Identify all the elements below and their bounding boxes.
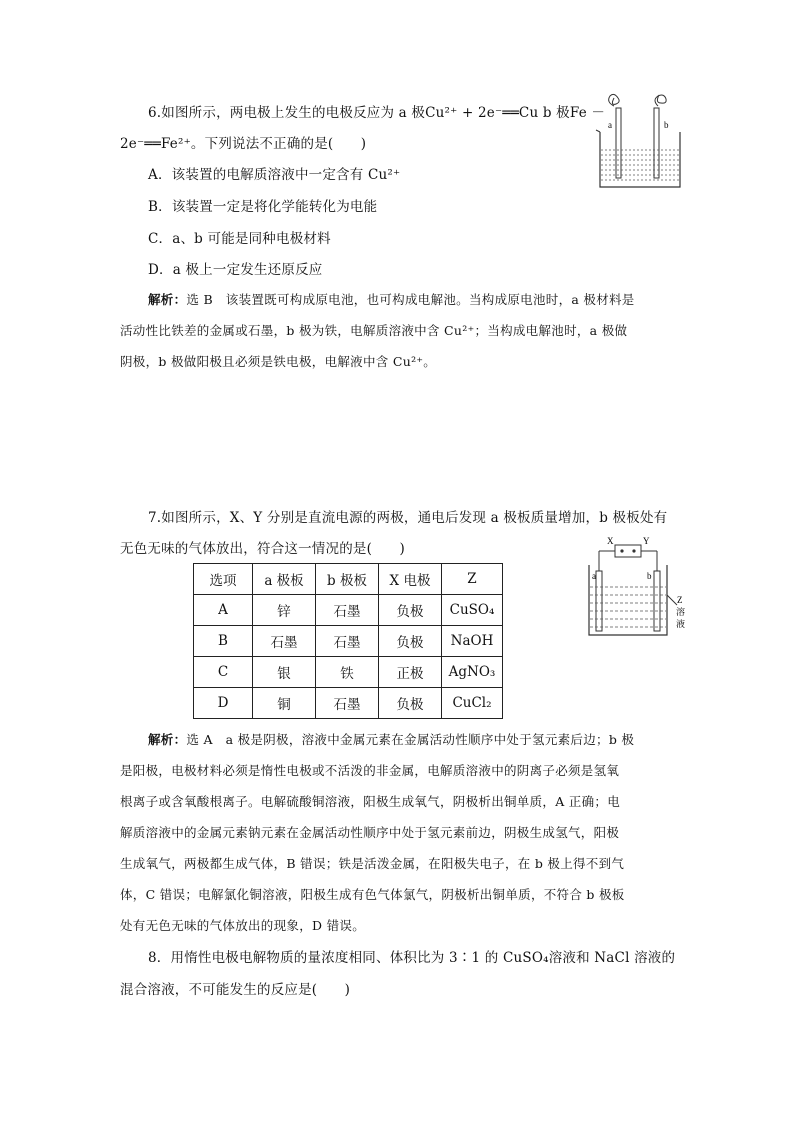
table-cell: 铜	[253, 688, 316, 719]
analysis-label: 解析：	[148, 292, 187, 307]
table-row	[194, 657, 503, 688]
table-cell: 银	[253, 657, 316, 688]
table-cell: 锌	[253, 595, 316, 626]
table-cell: 石墨	[316, 688, 379, 719]
table-cell: C	[194, 657, 253, 688]
power-source-icon	[615, 545, 641, 557]
q6-analysis-line2: 活动性比铁差的金属或石墨，b 极为铁，电解质溶液中含 Cu²⁺；当构成电解池时，a 极做	[120, 323, 628, 338]
electrode-a	[616, 108, 621, 178]
wire-coil-right-icon	[655, 95, 666, 106]
q6-option-a: A．该装置的电解质溶液中一定含有 Cu²⁺	[148, 167, 401, 183]
table-header-cell: Z	[442, 564, 503, 595]
table-cell: CuCl₂	[442, 688, 503, 719]
fig6-label-a: a	[608, 120, 612, 130]
q7-stem-line1: 7.如图所示，X、Y 分别是直流电源的两极，通电后发现 a 极板质量增加，b 极板处有	[148, 510, 668, 526]
table-cell: 正极	[379, 657, 442, 688]
q6-stem-line1: 6.如图所示，两电极上发生的电极反应为 a 极Cu²⁺ + 2e⁻══Cu b 极Fe －	[148, 105, 606, 121]
q6-option-c: C．a、b 可能是同种电极材料	[148, 231, 331, 247]
analysis-label: 解析：	[148, 732, 187, 747]
q7-analysis-line7: 处有无色无味的气体放出的现象，D 错误。	[120, 918, 365, 933]
fig7-label-y: Y	[643, 536, 650, 546]
plate-b	[654, 571, 660, 631]
wire-coil-left-icon	[609, 94, 619, 106]
table-cell: 负极	[379, 688, 442, 719]
q7-electrolysis-figure	[585, 535, 695, 645]
q6-option-d: D．a 极上一定发生还原反应	[148, 262, 323, 278]
table-header-cell: X 电极	[379, 564, 442, 595]
table-cell: AgNO₃	[442, 657, 503, 688]
table-cell: 石墨	[316, 595, 379, 626]
q7-analysis-line1	[148, 730, 634, 750]
table-cell: NaOH	[442, 626, 503, 657]
fig7-label-b: b	[647, 571, 652, 581]
table-cell: 负极	[379, 626, 442, 657]
q8-stem-line1: 8．用惰性电极电解物质的量浓度相同、体积比为 3∶1 的 CuSO₄溶液和 NaCl 溶液的	[148, 950, 676, 966]
table-cell: D	[194, 688, 253, 719]
beaker-outline	[600, 132, 680, 187]
q7-analysis-line4: 解质溶液中的金属元素钠元素在金属活动性顺序中处于氢元素前边，阴极生成氢气，阳极	[120, 825, 620, 840]
q7-analysis-line3: 根离子或含氧酸根离子。电解硫酸铜溶液，阳极生成氧气，阴极析出铜单质，A 正确；电	[120, 794, 621, 809]
table-cell: 负极	[379, 595, 442, 626]
fig6-label-b: b	[664, 120, 669, 130]
q6-option-b: B．该装置一定是将化学能转化为电能	[148, 199, 378, 215]
table-cell: 铁	[316, 657, 379, 688]
q7-analysis-line2: 是阳极，电极材料必须是惰性电极或不活泼的非金属，电解质溶液中的阴离子必须是氢氧	[120, 763, 620, 778]
fig7-label-z2: 溶	[676, 607, 686, 617]
q7-stem-line2: 无色无味的气体放出，符合这一情况的是( )	[120, 541, 405, 557]
q6-stem-line2: 2e⁻══Fe²⁺。下列说法不正确的是( )	[120, 136, 367, 152]
table-header-cell: a 极板	[253, 564, 316, 595]
fig7-label-z3: 液	[676, 619, 686, 629]
analysis-text: 选 B 该装置既可构成原电池，也可构成电解池。当构成原电池时，a 极材料是	[186, 292, 635, 307]
q7-analysis-line5: 生成氧气，两极都生成气体，B 错误；铁是活泼金属，在阳极失电子，在 b 极上得不到气	[120, 856, 625, 871]
plate-a	[596, 571, 602, 631]
table-row	[194, 595, 503, 626]
table-cell: 石墨	[316, 626, 379, 657]
q8-stem-line2: 混合溶液，不可能发生的反应是( )	[120, 982, 351, 998]
table-cell: B	[194, 626, 253, 657]
q7-options-table	[193, 563, 503, 719]
table-header-row	[194, 564, 503, 595]
q7-analysis-line6: 体，C 错误；电解氯化铜溶液，阳极生成有色气体氯气，阴极析出铜单质，不符合 b 极板	[120, 887, 625, 902]
table-cell: CuSO₄	[442, 595, 503, 626]
fig7-label-x: X	[607, 536, 614, 546]
q6-beaker-figure	[592, 92, 688, 192]
electrode-b	[654, 108, 659, 178]
fig7-label-a: a	[592, 571, 596, 581]
table-cell: A	[194, 595, 253, 626]
table-cell: 石墨	[253, 626, 316, 657]
q6-analysis-line1	[148, 290, 635, 310]
table-header-cell: 选项	[194, 564, 253, 595]
fig7-label-z: Z	[677, 595, 683, 605]
table-row	[194, 626, 503, 657]
table-header-cell: b 极板	[316, 564, 379, 595]
analysis-text: 选 A a 极是阴极，溶液中金属元素在金属活动性顺序中处于氢元素后边；b 极	[186, 732, 635, 747]
q6-analysis-line3: 阴极，b 极做阳极且必须是铁电极，电解液中含 Cu²⁺。	[120, 354, 437, 369]
table-row	[194, 688, 503, 719]
